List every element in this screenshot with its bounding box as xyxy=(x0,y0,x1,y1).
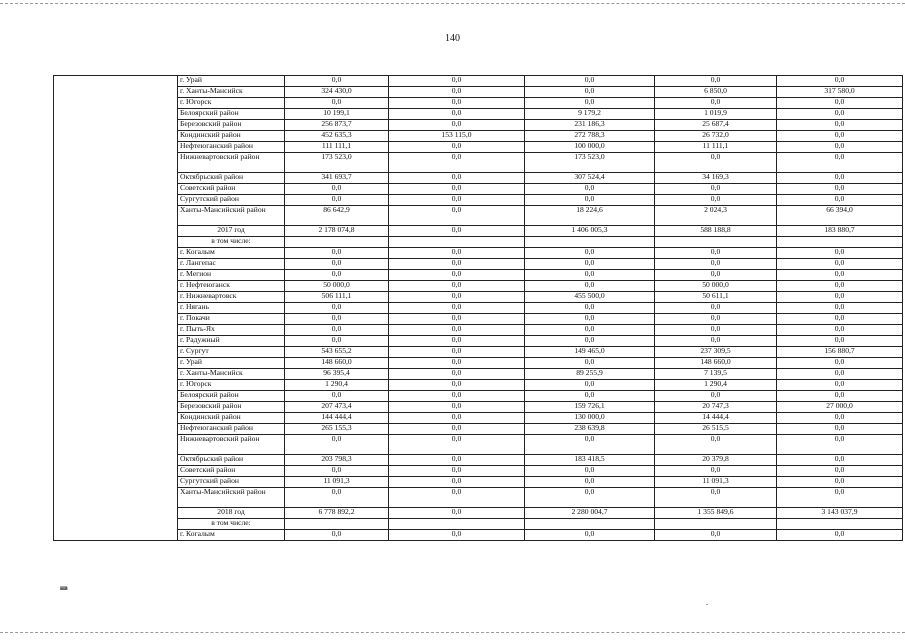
territory-name-cell: г. Сургут xyxy=(178,347,285,358)
amount-cell-c3: 0,0 xyxy=(525,488,655,508)
amount-cell-c4: 0,0 xyxy=(655,466,777,477)
territory-name-cell: г. Когалым xyxy=(178,248,285,259)
amount-cell-c1: 111 111,1 xyxy=(285,142,389,153)
amount-cell-c3: 89 255,9 xyxy=(525,369,655,380)
territory-name-cell: Ханты-Мансийский район xyxy=(178,206,285,226)
amount-cell-c4: 7 139,5 xyxy=(655,369,777,380)
territory-name-cell: Ханты-Мансийский район xyxy=(178,488,285,508)
amount-cell-c2: 0,0 xyxy=(389,455,525,466)
amount-cell-c3: 0,0 xyxy=(525,184,655,195)
amount-cell-c5: 0,0 xyxy=(777,477,903,488)
amount-cell-c1: 0,0 xyxy=(285,270,389,281)
territory-name-cell: Березовский район xyxy=(178,402,285,413)
amount-cell-c3: 0,0 xyxy=(525,435,655,455)
amount-cell-c3: 0,0 xyxy=(525,466,655,477)
table-row xyxy=(54,391,903,402)
amount-cell-c1: 324 430,0 xyxy=(285,87,389,98)
amount-cell-c3: 183 418,5 xyxy=(525,455,655,466)
territory-name-cell: Нефтеюганский район xyxy=(178,142,285,153)
amount-cell-c5: 0,0 xyxy=(777,248,903,259)
amount-cell-c5: 0,0 xyxy=(777,142,903,153)
amount-cell-c1: 86 642,9 xyxy=(285,206,389,226)
amount-cell-c3: 149 465,0 xyxy=(525,347,655,358)
amount-cell-c3: 0,0 xyxy=(525,259,655,270)
amount-cell-c4: 0,0 xyxy=(655,391,777,402)
amount-cell-c2: 0,0 xyxy=(389,76,525,87)
amount-cell-c4: 0,0 xyxy=(655,488,777,508)
table-row xyxy=(54,413,903,424)
amount-cell-c3: 173 523,0 xyxy=(525,153,655,173)
amount-cell-c4: 0,0 xyxy=(655,325,777,336)
territory-name-cell: г. Урай xyxy=(178,358,285,369)
table-row xyxy=(54,402,903,413)
amount-cell-c1: 256 873,7 xyxy=(285,120,389,131)
amount-cell-c4: 34 169,3 xyxy=(655,173,777,184)
amount-cell-c5: 0,0 xyxy=(777,488,903,508)
blank-cell xyxy=(54,76,178,541)
territory-name-cell: Нефтеюганский район xyxy=(178,424,285,435)
amount-cell-c1: 0,0 xyxy=(285,325,389,336)
amount-cell-c2: 0,0 xyxy=(389,195,525,206)
amount-cell-c4: 148 660,0 xyxy=(655,358,777,369)
amount-cell-c4: 50 000,0 xyxy=(655,281,777,292)
amount-cell-c5: 0,0 xyxy=(777,173,903,184)
amount-cell-c1: 0,0 xyxy=(285,248,389,259)
amount-cell-c5: 0,0 xyxy=(777,153,903,173)
amount-cell-c2: 153 115,0 xyxy=(389,131,525,142)
territory-name-cell: г. Югорск xyxy=(178,380,285,391)
amount-cell-c1: 207 473,4 xyxy=(285,402,389,413)
table-row xyxy=(54,259,903,270)
territory-name-cell: Сургутский район xyxy=(178,477,285,488)
amount-cell-c5: 0,0 xyxy=(777,292,903,303)
territory-name-cell: г. Урай xyxy=(178,76,285,87)
amount-cell-c5: 317 580,0 xyxy=(777,87,903,98)
territory-name-cell: г. Югорск xyxy=(178,98,285,109)
amount-cell-c1: 1 290,4 xyxy=(285,380,389,391)
amount-cell-c2: 0,0 xyxy=(389,325,525,336)
amount-cell-c4: 0,0 xyxy=(655,336,777,347)
table-row xyxy=(54,424,903,435)
amount-cell-c2: 0,0 xyxy=(389,336,525,347)
amount-cell-c5: 0,0 xyxy=(777,109,903,120)
amount-cell-c4: 0,0 xyxy=(655,98,777,109)
amount-cell-c4: 0,0 xyxy=(655,270,777,281)
amount-cell-c2: 0,0 xyxy=(389,413,525,424)
amount-cell-c2: 0,0 xyxy=(389,281,525,292)
territory-name-cell: г. Радужный xyxy=(178,336,285,347)
amount-cell-c2 xyxy=(389,237,525,248)
amount-cell-c2: 0,0 xyxy=(389,303,525,314)
territory-name-cell: г. Ханты-Мансийск xyxy=(178,87,285,98)
amount-cell-c3: 130 000,0 xyxy=(525,413,655,424)
amount-cell-c2: 0,0 xyxy=(389,184,525,195)
amount-cell-c1: 0,0 xyxy=(285,195,389,206)
territory-name-cell: Березовский район xyxy=(178,120,285,131)
amount-cell-c2: 0,0 xyxy=(389,314,525,325)
table-row xyxy=(54,508,903,519)
territory-name-cell: г. Лангепас xyxy=(178,259,285,270)
territory-name-cell: Нижневартовский район xyxy=(178,435,285,455)
territory-name-cell: г. Покачи xyxy=(178,314,285,325)
territory-name-cell: г. Мегион xyxy=(178,270,285,281)
amount-cell-c3: 0,0 xyxy=(525,87,655,98)
table-row xyxy=(54,237,903,248)
table-row xyxy=(54,530,903,541)
table-row xyxy=(54,120,903,131)
amount-cell-c3: 0,0 xyxy=(525,281,655,292)
amount-cell-c1: 96 395,4 xyxy=(285,369,389,380)
territory-name-cell: 2018 год xyxy=(178,508,285,519)
amount-cell-c5: 0,0 xyxy=(777,424,903,435)
amount-cell-c4: 1 019,9 xyxy=(655,109,777,120)
amount-cell-c1: 341 693,7 xyxy=(285,173,389,184)
table-row xyxy=(54,314,903,325)
territory-name-cell: Кондинский район xyxy=(178,413,285,424)
amount-cell-c2: 0,0 xyxy=(389,530,525,541)
table-row xyxy=(54,292,903,303)
territory-name-cell: 2017 год xyxy=(178,226,285,237)
territory-name-cell: в том числе: xyxy=(178,237,285,248)
amount-cell-c5: 0,0 xyxy=(777,184,903,195)
amount-cell-c1: 506 111,1 xyxy=(285,292,389,303)
territory-name-cell: Нижневартовский район xyxy=(178,153,285,173)
amount-cell-c1: 543 655,2 xyxy=(285,347,389,358)
territory-name-cell: в том числе: xyxy=(178,519,285,530)
amount-cell-c1: 265 155,3 xyxy=(285,424,389,435)
territory-name-cell: Советский район xyxy=(178,184,285,195)
financing-table xyxy=(53,75,903,541)
amount-cell-c3: 18 224,6 xyxy=(525,206,655,226)
amount-cell-c4: 26 515,5 xyxy=(655,424,777,435)
table-row xyxy=(54,131,903,142)
table-body xyxy=(54,76,903,541)
table-row xyxy=(54,76,903,87)
amount-cell-c5: 0,0 xyxy=(777,358,903,369)
amount-cell-c3: 159 726,1 xyxy=(525,402,655,413)
amount-cell-c5: 66 394,0 xyxy=(777,206,903,226)
amount-cell-c1: 0,0 xyxy=(285,259,389,270)
territory-name-cell: г. Ханты-Мансийск xyxy=(178,369,285,380)
amount-cell-c1: 0,0 xyxy=(285,488,389,508)
table-row xyxy=(54,435,903,455)
table-row xyxy=(54,519,903,530)
amount-cell-c4: 11 091,3 xyxy=(655,477,777,488)
amount-cell-c1: 0,0 xyxy=(285,98,389,109)
amount-cell-c2: 0,0 xyxy=(389,98,525,109)
amount-cell-c5: 0,0 xyxy=(777,369,903,380)
amount-cell-c3: 9 179,2 xyxy=(525,109,655,120)
amount-cell-c3: 0,0 xyxy=(525,477,655,488)
amount-cell-c5 xyxy=(777,519,903,530)
territory-name-cell: Октябрьский район xyxy=(178,455,285,466)
amount-cell-c1: 173 523,0 xyxy=(285,153,389,173)
amount-cell-c4: 588 188,8 xyxy=(655,226,777,237)
amount-cell-c5: 183 880,7 xyxy=(777,226,903,237)
amount-cell-c3: 0,0 xyxy=(525,303,655,314)
amount-cell-c3: 272 788,3 xyxy=(525,131,655,142)
amount-cell-c5: 0,0 xyxy=(777,120,903,131)
table-row xyxy=(54,270,903,281)
amount-cell-c3: 0,0 xyxy=(525,391,655,402)
amount-cell-c5: 3 143 037,9 xyxy=(777,508,903,519)
amount-cell-c3: 455 500,0 xyxy=(525,292,655,303)
amount-cell-c2: 0,0 xyxy=(389,347,525,358)
amount-cell-c1: 10 199,1 xyxy=(285,109,389,120)
amount-cell-c4: 0,0 xyxy=(655,153,777,173)
amount-cell-c2: 0,0 xyxy=(389,488,525,508)
amount-cell-c2 xyxy=(389,519,525,530)
amount-cell-c1: 148 660,0 xyxy=(285,358,389,369)
amount-cell-c5: 156 880,7 xyxy=(777,347,903,358)
amount-cell-c2: 0,0 xyxy=(389,142,525,153)
amount-cell-c1: 0,0 xyxy=(285,391,389,402)
territory-name-cell: г. Нягань xyxy=(178,303,285,314)
table-row xyxy=(54,248,903,259)
territory-name-cell: Октябрьский район xyxy=(178,173,285,184)
amount-cell-c1 xyxy=(285,237,389,248)
territory-name-cell: Сургутский район xyxy=(178,195,285,206)
amount-cell-c1: 0,0 xyxy=(285,314,389,325)
amount-cell-c5: 0,0 xyxy=(777,336,903,347)
amount-cell-c4: 0,0 xyxy=(655,303,777,314)
amount-cell-c4: 2 024,3 xyxy=(655,206,777,226)
amount-cell-c1: 0,0 xyxy=(285,76,389,87)
table-row xyxy=(54,325,903,336)
table-row xyxy=(54,173,903,184)
table-row xyxy=(54,358,903,369)
table-row xyxy=(54,87,903,98)
amount-cell-c4 xyxy=(655,519,777,530)
page-number: 140 xyxy=(445,33,460,44)
table-row xyxy=(54,303,903,314)
amount-cell-c1: 2 178 074,8 xyxy=(285,226,389,237)
amount-cell-c2: 0,0 xyxy=(389,380,525,391)
territory-name-cell: г. Нефтеюганск xyxy=(178,281,285,292)
amount-cell-c4: 0,0 xyxy=(655,259,777,270)
amount-cell-c2: 0,0 xyxy=(389,391,525,402)
table-row xyxy=(54,477,903,488)
territory-name-cell: г. Когалым xyxy=(178,530,285,541)
amount-cell-c4: 11 111,1 xyxy=(655,142,777,153)
amount-cell-c1: 144 444,4 xyxy=(285,413,389,424)
table-row xyxy=(54,380,903,391)
amount-cell-c3: 0,0 xyxy=(525,195,655,206)
territory-name-cell: г. Пыть-Ях xyxy=(178,325,285,336)
amount-cell-c5: 0,0 xyxy=(777,259,903,270)
amount-cell-c4: 1 290,4 xyxy=(655,380,777,391)
amount-cell-c4: 0,0 xyxy=(655,76,777,87)
amount-cell-c5: 0,0 xyxy=(777,303,903,314)
amount-cell-c1: 6 778 892,2 xyxy=(285,508,389,519)
amount-cell-c5: 27 000,0 xyxy=(777,402,903,413)
amount-cell-c5: 0,0 xyxy=(777,270,903,281)
amount-cell-c3: 100 000,0 xyxy=(525,142,655,153)
amount-cell-c4: 14 444,4 xyxy=(655,413,777,424)
amount-cell-c5: 0,0 xyxy=(777,76,903,87)
amount-cell-c5: 0,0 xyxy=(777,131,903,142)
amount-cell-c3: 307 524,4 xyxy=(525,173,655,184)
amount-cell-c1: 0,0 xyxy=(285,435,389,455)
table-row xyxy=(54,347,903,358)
table-row xyxy=(54,142,903,153)
amount-cell-c1 xyxy=(285,519,389,530)
table-row xyxy=(54,466,903,477)
amount-cell-c4 xyxy=(655,237,777,248)
amount-cell-c3 xyxy=(525,237,655,248)
amount-cell-c5 xyxy=(777,237,903,248)
territory-name-cell: г. Нижневартовск xyxy=(178,292,285,303)
amount-cell-c2: 0,0 xyxy=(389,226,525,237)
amount-cell-c2: 0,0 xyxy=(389,477,525,488)
amount-cell-c4: 25 687,4 xyxy=(655,120,777,131)
amount-cell-c3: 0,0 xyxy=(525,380,655,391)
table-row xyxy=(54,206,903,226)
scan-speck xyxy=(706,604,708,605)
amount-cell-c3: 0,0 xyxy=(525,325,655,336)
amount-cell-c1: 50 000,0 xyxy=(285,281,389,292)
amount-cell-c5: 0,0 xyxy=(777,466,903,477)
table-row xyxy=(54,109,903,120)
territory-name-cell: Белоярский район xyxy=(178,109,285,120)
table-row xyxy=(54,184,903,195)
amount-cell-c2: 0,0 xyxy=(389,466,525,477)
amount-cell-c2: 0,0 xyxy=(389,248,525,259)
amount-cell-c3: 0,0 xyxy=(525,530,655,541)
amount-cell-c2: 0,0 xyxy=(389,424,525,435)
amount-cell-c1: 0,0 xyxy=(285,184,389,195)
amount-cell-c3: 2 280 004,7 xyxy=(525,508,655,519)
amount-cell-c4: 0,0 xyxy=(655,314,777,325)
amount-cell-c4: 1 355 849,6 xyxy=(655,508,777,519)
table-row xyxy=(54,281,903,292)
territory-name-cell: Белоярский район xyxy=(178,391,285,402)
amount-cell-c3: 1 406 005,3 xyxy=(525,226,655,237)
amount-cell-c4: 0,0 xyxy=(655,248,777,259)
table-row xyxy=(54,336,903,347)
amount-cell-c2: 0,0 xyxy=(389,369,525,380)
amount-cell-c2: 0,0 xyxy=(389,120,525,131)
amount-cell-c2: 0,0 xyxy=(389,173,525,184)
amount-cell-c2: 0,0 xyxy=(389,358,525,369)
amount-cell-c1: 0,0 xyxy=(285,466,389,477)
amount-cell-c4: 6 850,0 xyxy=(655,87,777,98)
amount-cell-c4: 0,0 xyxy=(655,435,777,455)
amount-cell-c5: 0,0 xyxy=(777,98,903,109)
amount-cell-c2: 0,0 xyxy=(389,206,525,226)
amount-cell-c4: 50 611,1 xyxy=(655,292,777,303)
amount-cell-c5: 0,0 xyxy=(777,380,903,391)
amount-cell-c4: 0,0 xyxy=(655,184,777,195)
amount-cell-c2: 0,0 xyxy=(389,270,525,281)
amount-cell-c5: 0,0 xyxy=(777,391,903,402)
amount-cell-c5: 0,0 xyxy=(777,413,903,424)
amount-cell-c4: 0,0 xyxy=(655,195,777,206)
amount-cell-c2: 0,0 xyxy=(389,153,525,173)
amount-cell-c2: 0,0 xyxy=(389,508,525,519)
amount-cell-c1: 0,0 xyxy=(285,336,389,347)
amount-cell-c5: 0,0 xyxy=(777,530,903,541)
amount-cell-c4: 26 732,0 xyxy=(655,131,777,142)
amount-cell-c5: 0,0 xyxy=(777,435,903,455)
table-row xyxy=(54,455,903,466)
table-row xyxy=(54,369,903,380)
table-row xyxy=(54,226,903,237)
amount-cell-c3: 0,0 xyxy=(525,314,655,325)
territory-name-cell: Кондинский район xyxy=(178,131,285,142)
amount-cell-c4: 0,0 xyxy=(655,530,777,541)
table-row xyxy=(54,195,903,206)
amount-cell-c4: 20 747,3 xyxy=(655,402,777,413)
amount-cell-c3: 231 186,3 xyxy=(525,120,655,131)
amount-cell-c2: 0,0 xyxy=(389,87,525,98)
table-row xyxy=(54,153,903,173)
table-row xyxy=(54,98,903,109)
amount-cell-c3: 0,0 xyxy=(525,270,655,281)
amount-cell-c5: 0,0 xyxy=(777,455,903,466)
amount-cell-c3: 0,0 xyxy=(525,336,655,347)
amount-cell-c3 xyxy=(525,519,655,530)
amount-cell-c5: 0,0 xyxy=(777,281,903,292)
amount-cell-c3: 0,0 xyxy=(525,76,655,87)
amount-cell-c2: 0,0 xyxy=(389,435,525,455)
amount-cell-c1: 203 798,3 xyxy=(285,455,389,466)
amount-cell-c3: 0,0 xyxy=(525,248,655,259)
table-row xyxy=(54,488,903,508)
amount-cell-c5: 0,0 xyxy=(777,195,903,206)
amount-cell-c4: 20 379,8 xyxy=(655,455,777,466)
amount-cell-c1: 11 091,3 xyxy=(285,477,389,488)
amount-cell-c2: 0,0 xyxy=(389,292,525,303)
amount-cell-c1: 452 635,3 xyxy=(285,131,389,142)
footer-mark: нв xyxy=(60,584,68,592)
amount-cell-c1: 0,0 xyxy=(285,530,389,541)
amount-cell-c2: 0,0 xyxy=(389,259,525,270)
amount-cell-c3: 0,0 xyxy=(525,98,655,109)
scan-edge-bottom xyxy=(0,632,905,633)
territory-name-cell: Советский район xyxy=(178,466,285,477)
amount-cell-c5: 0,0 xyxy=(777,325,903,336)
scan-edge-top xyxy=(0,3,905,4)
amount-cell-c2: 0,0 xyxy=(389,109,525,120)
amount-cell-c3: 238 639,8 xyxy=(525,424,655,435)
amount-cell-c5: 0,0 xyxy=(777,314,903,325)
amount-cell-c3: 0,0 xyxy=(525,358,655,369)
amount-cell-c2: 0,0 xyxy=(389,402,525,413)
amount-cell-c4: 237 309,5 xyxy=(655,347,777,358)
amount-cell-c1: 0,0 xyxy=(285,303,389,314)
